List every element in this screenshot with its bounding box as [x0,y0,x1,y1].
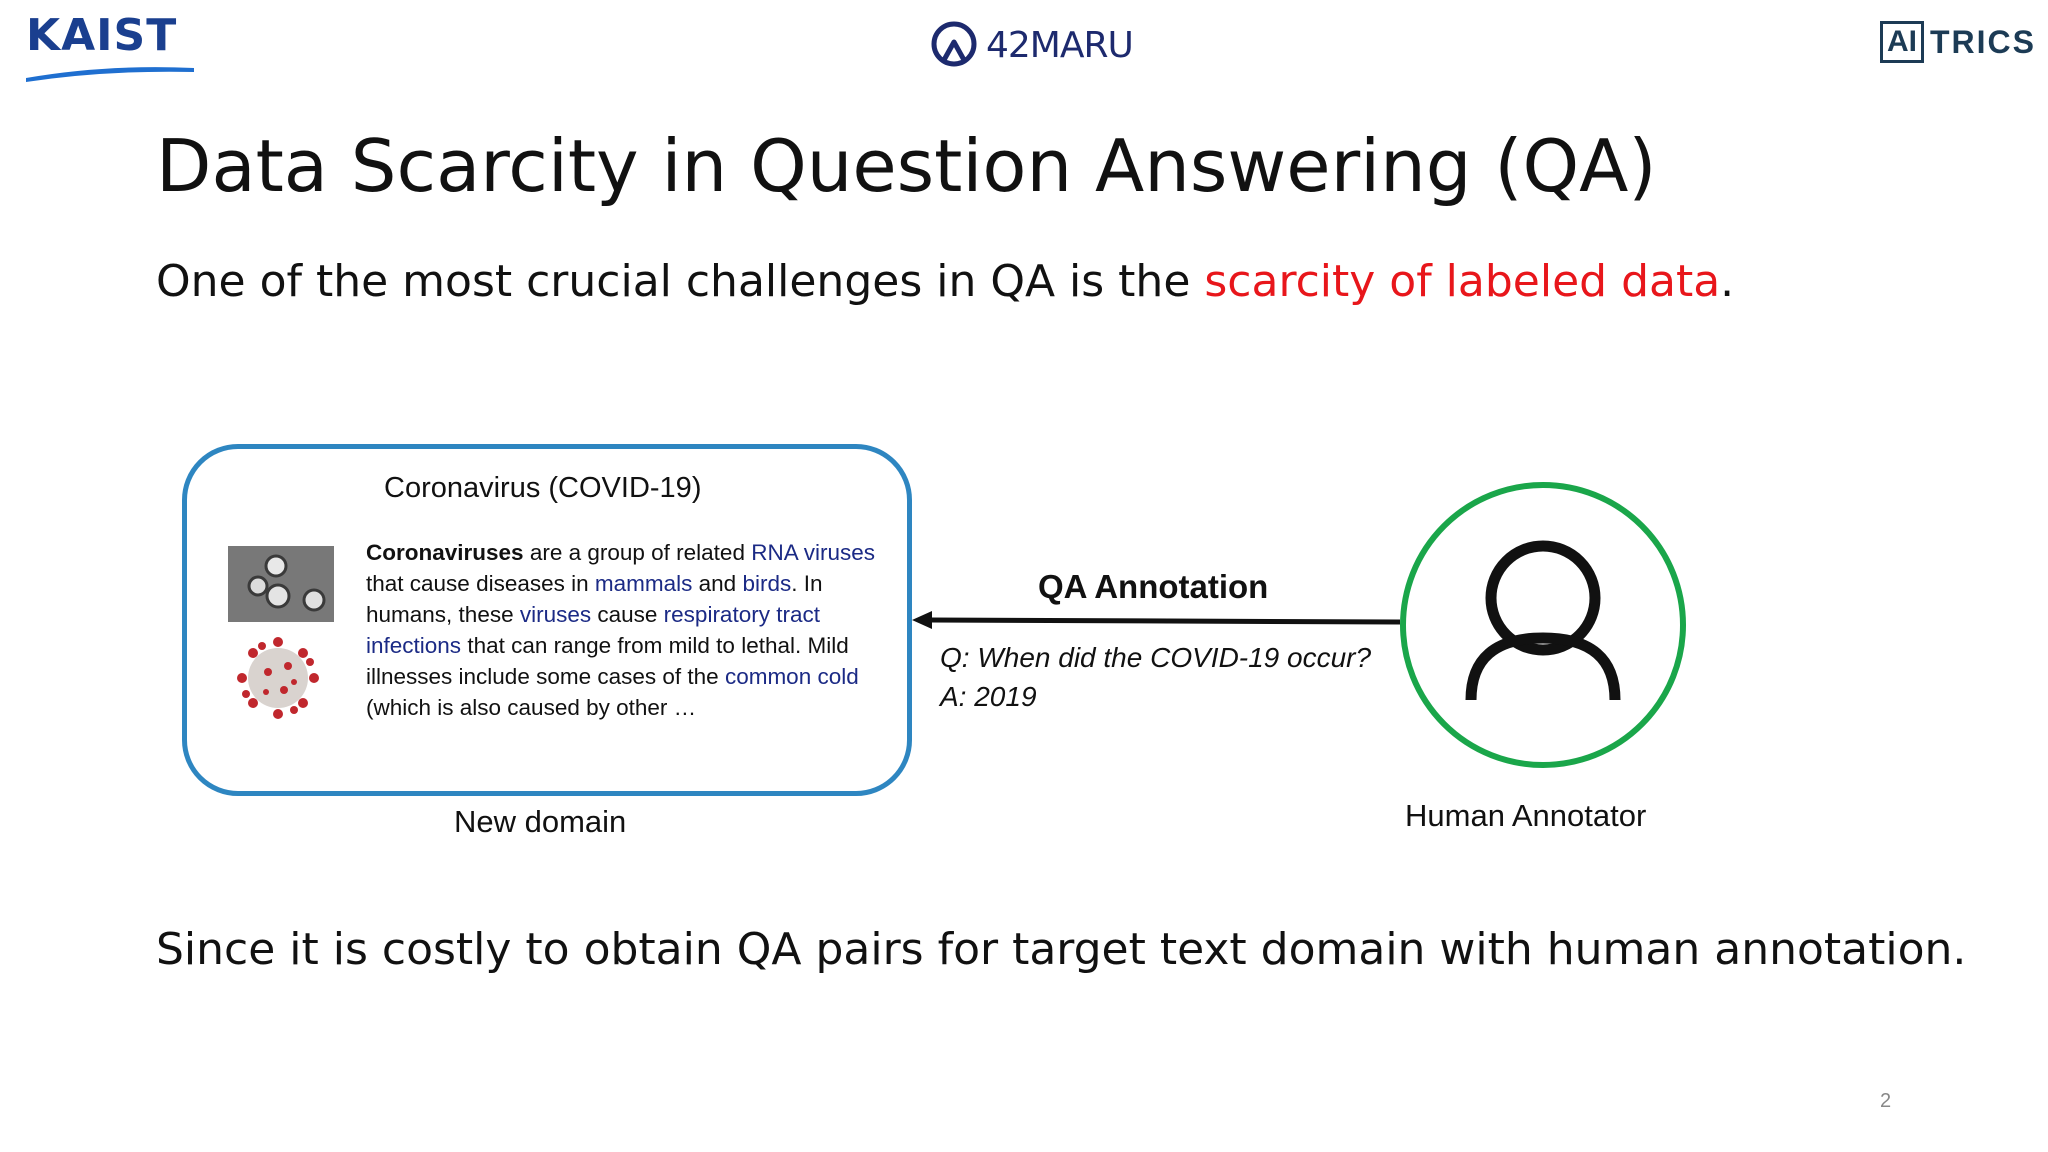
new-domain-caption: New domain [454,804,627,839]
annotation-answer: A: 2019 [940,681,1037,712]
virus-micrograph-image [228,546,334,622]
domain-box-title: Coronavirus (COVID-19) [384,472,702,504]
passage-text [366,537,906,723]
aitrics-logo [1880,20,2036,64]
passage-text-segment: are a group of related [523,540,752,565]
subtitle-highlight: scarcity of labeled data [1204,256,1721,307]
slide-subtitle [156,256,1734,307]
passage-text-segment: . In humans, these [366,571,823,627]
passage-term-coronaviruses: Coronaviruses [366,540,524,565]
passage-link-rna-viruses[interactable]: RNA viruses [751,540,876,565]
passage-link-common-cold[interactable]: common cold [724,664,859,689]
42maru-logo [930,18,1133,72]
passage-text-segment: that cause diseases in [366,571,595,596]
qa-annotation-label: QA Annotation [1038,568,1269,605]
passage-text-segment: that can range from mild to lethal. Mild illnesses include some cases of the [366,633,849,689]
annotation-question: Q: When did the COVID-19 occur? [940,642,1372,673]
passage-text-segment: (which is also caused by other … [366,695,697,720]
passage-link-viruses[interactable]: viruses [519,602,592,627]
42maru-logo-text: 42MARU [986,24,1133,66]
kaist-swoosh-icon [26,60,194,82]
42maru-q-icon [930,20,980,70]
passage-link-respiratory-tract-infections[interactable]: respiratory tract infections [366,602,820,658]
coronavirus-model-image [232,632,324,724]
passage-text-segment: cause [591,602,664,627]
kaist-logo-text: KAIST [26,10,178,61]
slide-title: Data Scarcity in Question Answering (QA) [156,124,1657,208]
passage-text-segment: and [692,571,743,596]
bottom-statement: Since it is costly to obtain QA pairs for target text domain with human annotation. [156,924,1967,975]
passage-link-mammals[interactable]: mammals [594,571,693,596]
aitrics-logo-text: TRICS [1930,23,2036,60]
kaist-logo [26,10,196,78]
page-number: 2 [1880,1090,1892,1112]
passage-link-birds[interactable]: birds [742,571,792,596]
subtitle-suffix: . [1720,256,1735,307]
human-annotator-label: Human Annotator [1405,798,1647,833]
aitrics-logo-boxed: AI [1880,21,1924,63]
subtitle-prefix: One of the most crucial challenges in QA is the [156,256,1205,307]
human-annotator-icon [1396,478,1690,772]
